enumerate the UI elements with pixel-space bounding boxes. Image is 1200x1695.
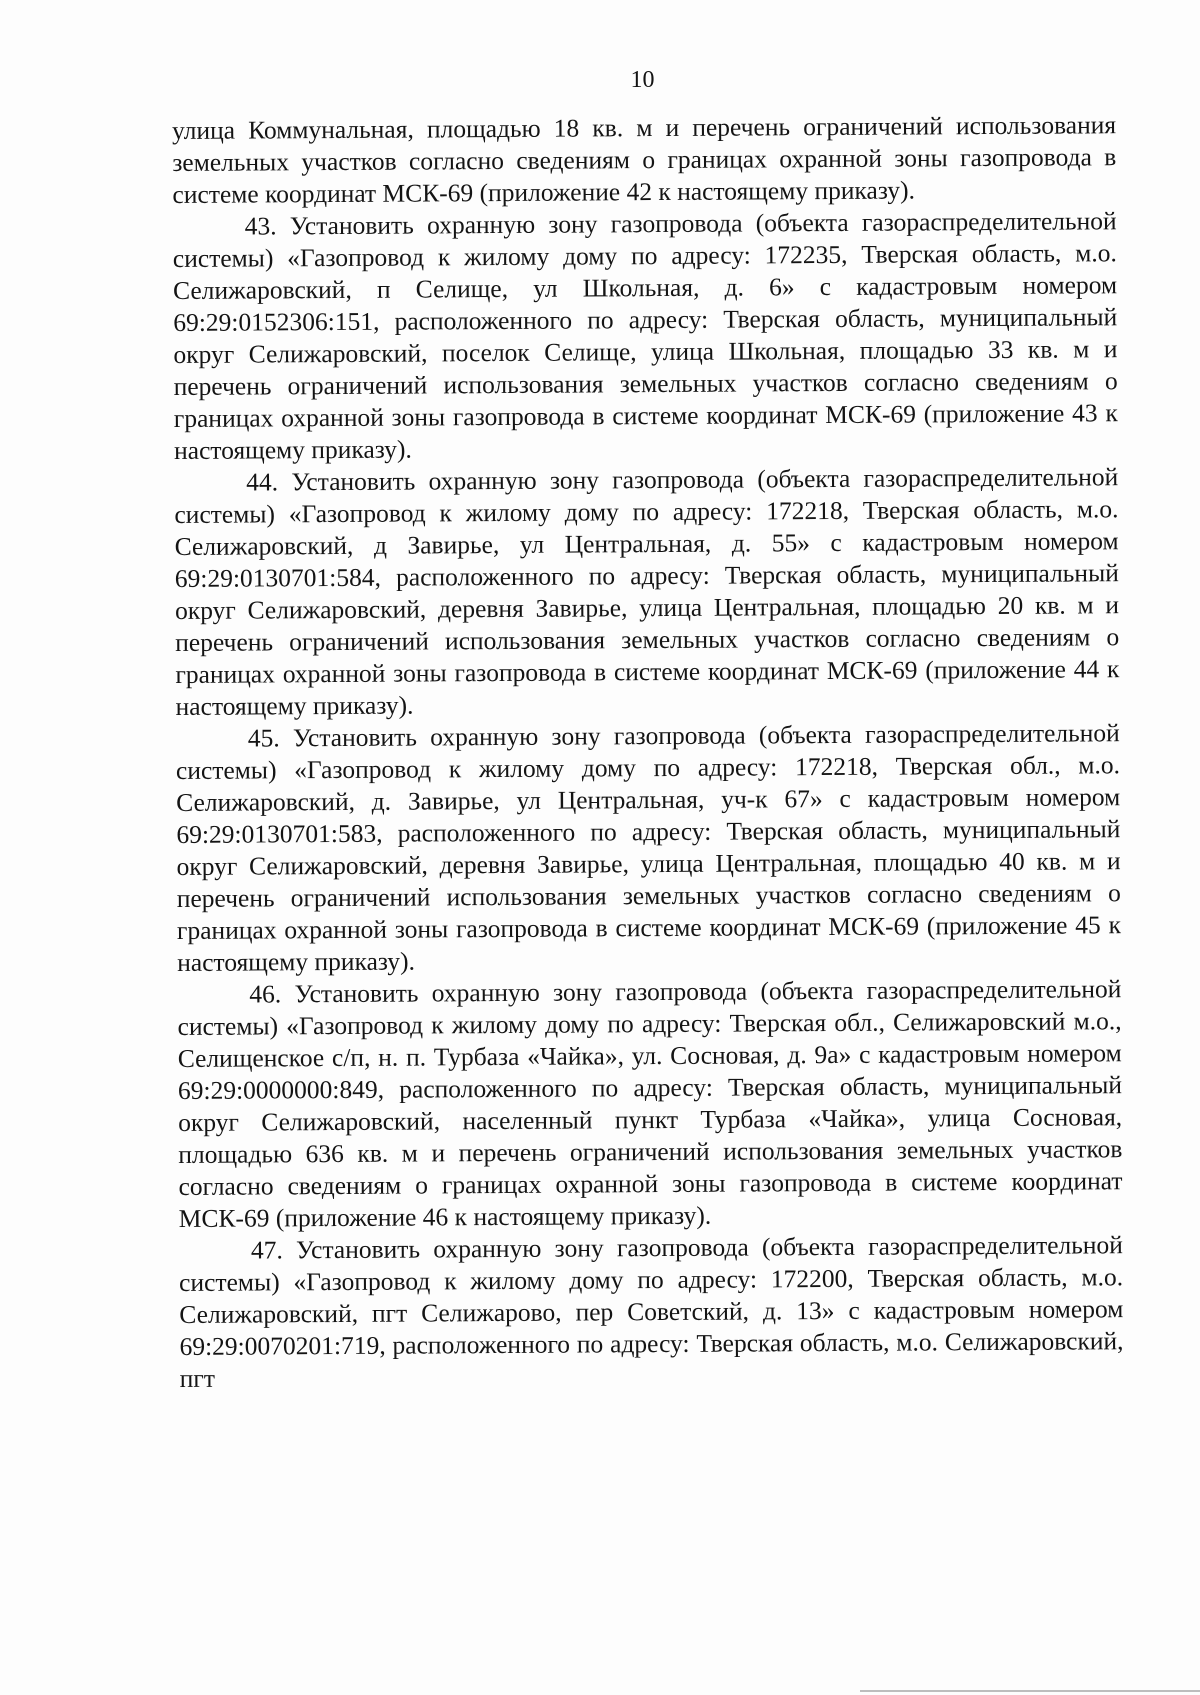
page-number: 10 bbox=[630, 67, 655, 93]
document-body bbox=[172, 109, 1124, 1395]
paragraph-item-47: 47. Установить охранную зону газопровода (объекта газораспределительной системы) «Газопровод к жилому дому по адресу: 172200, Тверская область, м.о. Селижаровский, пгт Селижарово, пер Советский, д. 13» с кадастровым номером 69:29:0070201:719, расположенного по адресу: Тверская область, м.о. Селижаровский, пгт bbox=[179, 1230, 1124, 1393]
scan-edge-line bbox=[860, 1690, 1200, 1692]
paragraph-continuation-42: улица Коммунальная, площадью 18 кв. м и перечень ограничений использования земельных участков согласно сведениям о границах охранной зоны газопровода в системе координат МСК-69 (приложение 42 к настоящему приказу). bbox=[172, 110, 1117, 209]
paragraph-item-46: 46. Установить охранную зону газопровода (объекта газораспределительной системы) «Газопровод к жилому дому по адресу: Тверская обл., Селижаровский м.о., Селищенское с/п, н. п. Турбаза «Чайка», ул. Сосновая, д. 9а» с кадастровым номером 69:29:0000000:849, расположенного по адресу: Тверская область, муниципальный округ Селижаровский, населенный пункт Турбаза «Чайка», улица Сосновая, площадью 636 кв. м и перечень ограничений использования земельных участков согласно сведениям о границах охранной зоны газопровода в системе координат МСК-69 (приложение 46 к настоящему приказу). bbox=[177, 974, 1123, 1233]
paragraph-item-45: 45. Установить охранную зону газопровода (объекта газораспределительной системы) «Газопровод к жилому дому по адресу: 172218, Тверская обл., м.о. Селижаровский, д. Завирье, ул Центральная, уч-к 67» с кадастровым номером 69:29:0130701:583, расположенного по адресу: Тверская область, муниципальный округ Селижаровский, деревня Завирье, улица Центральная, площадью 40 кв. м и перечень ограничений использования земельных участков согласно сведениям о границах охранной зоны газопровода в системе координат МСК-69 (приложение 45 к настоящему приказу). bbox=[175, 718, 1122, 977]
paragraph-item-43: 43. Установить охранную зону газопровода (объекта газораспределительной системы) «Газопровод к жилому дому по адресу: 172235, Тверская область, м.о. Селижаровский, п Селище, ул Школьная, д. 6» с кадастровым номером 69:29:0152306:151, расположенного по адресу: Тверская область, муниципальный округ Селижаровский, поселок Селище, улица Школьная, площадью 33 кв. м и перечень ограничений использования земельных участков согласно сведениям о границах охранной зоны газопровода в системе координат МСК-69 (приложение 43 к настоящему приказу). bbox=[172, 206, 1118, 465]
paragraph-item-44: 44. Установить охранную зону газопровода (объекта газораспределительной системы) «Газопровод к жилому дому по адресу: 172218, Тверская область, м.о. Селижаровский, д Завирье, ул Центральная, д. 55» с кадастровым номером 69:29:0130701:584, расположенного по адресу: Тверская область, муниципальный округ Селижаровский, деревня Завирье, улица Центральная, площадью 20 кв. м и перечень ограничений использования земельных участков согласно сведениям о границах охранной зоны газопровода в системе координат МСК-69 (приложение 44 к настоящему приказу). bbox=[174, 462, 1120, 721]
